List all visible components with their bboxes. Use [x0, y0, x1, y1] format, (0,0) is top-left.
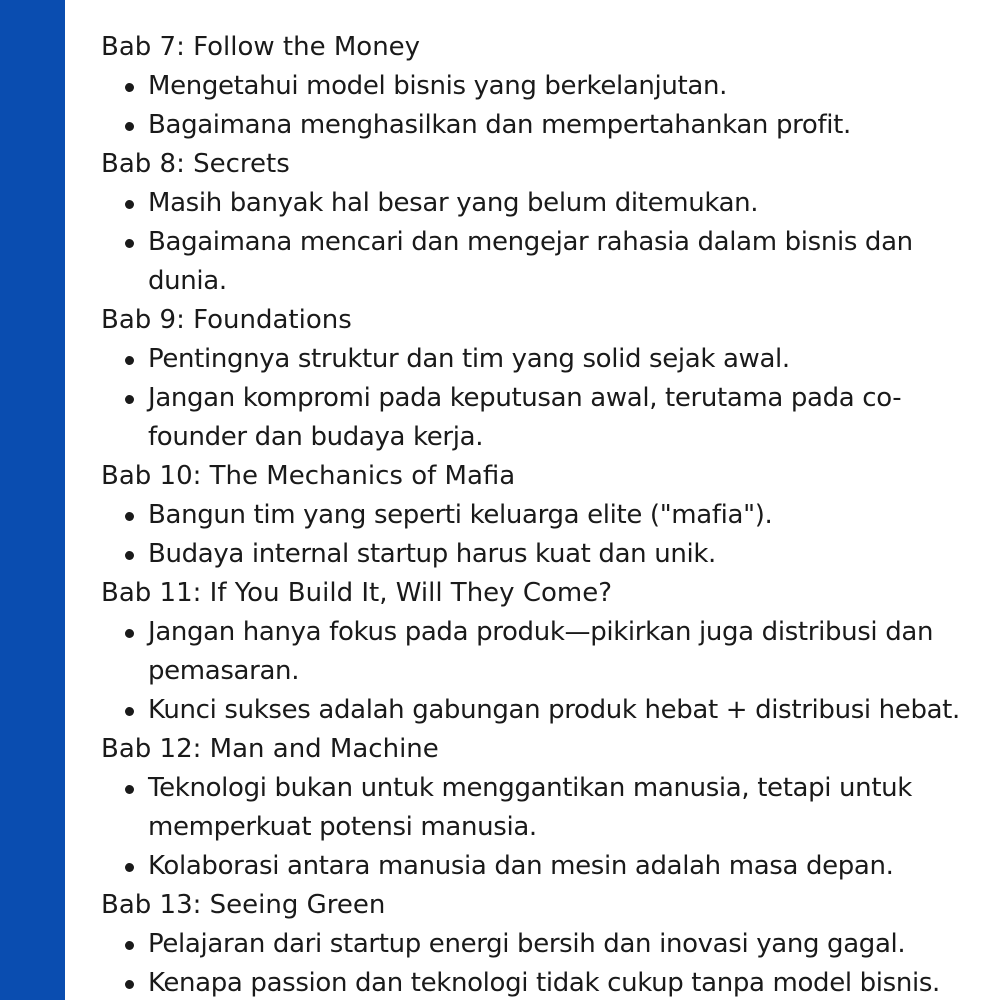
bullet-point: Jangan kompromi pada keputusan awal, terutama pada co-founder dan budaya kerja.: [101, 379, 986, 457]
bullet-point: Bangun tim yang seperti keluarga elite ("mafia").: [101, 496, 986, 535]
bullet-point: Kunci sukses adalah gabungan produk hebat + distribusi hebat.: [101, 691, 986, 730]
chapter-section: [101, 886, 986, 1003]
chapter-section: [101, 28, 986, 145]
bullet-point: Bagaimana menghasilkan dan mempertahankan profit.: [101, 106, 986, 145]
chapter-section: [101, 457, 986, 574]
chapter-title: Bab 13: Seeing Green: [101, 890, 386, 920]
bullet-point: Budaya internal startup harus kuat dan unik.: [101, 535, 986, 574]
chapter-points: [101, 67, 986, 145]
bullet-point: Jangan hanya fokus pada produk—pikirkan juga distribusi dan pemasaran.: [101, 613, 986, 691]
bullet-point: Bagaimana mencari dan mengejar rahasia dalam bisnis dan dunia.: [101, 223, 986, 301]
chapter-title: Bab 12: Man and Machine: [101, 734, 439, 764]
chapter-points: [101, 613, 986, 730]
chapter-title: Bab 7: Follow the Money: [101, 32, 421, 62]
chapter-section: [101, 574, 986, 730]
chapter-section: [101, 145, 986, 301]
chapter-summary-list: [101, 28, 986, 1003]
bullet-point: Masih banyak hal besar yang belum ditemukan.: [101, 184, 986, 223]
bullet-point: Kenapa passion dan teknologi tidak cukup tanpa model bisnis.: [101, 964, 986, 1003]
chapter-points: [101, 496, 986, 574]
bullet-point: Pelajaran dari startup energi bersih dan inovasi yang gagal.: [101, 925, 986, 964]
chapter-section: [101, 301, 986, 457]
side-accent-bar: [0, 0, 65, 1000]
bullet-point: Pentingnya struktur dan tim yang solid sejak awal.: [101, 340, 986, 379]
chapter-points: [101, 340, 986, 457]
chapter-title: Bab 10: The Mechanics of Mafia: [101, 461, 516, 491]
chapter-points: [101, 769, 986, 886]
bullet-point: Mengetahui model bisnis yang berkelanjutan.: [101, 67, 986, 106]
bullet-point: Kolaborasi antara manusia dan mesin adalah masa depan.: [101, 847, 986, 886]
chapter-title: Bab 9: Foundations: [101, 305, 352, 335]
chapter-points: [101, 925, 986, 1003]
chapter-section: [101, 730, 986, 886]
chapter-points: [101, 184, 986, 301]
bullet-point: Teknologi bukan untuk menggantikan manusia, tetapi untuk memperkuat potensi manusia.: [101, 769, 986, 847]
chapter-title: Bab 11: If You Build It, Will They Come?: [101, 578, 612, 608]
chapter-title: Bab 8: Secrets: [101, 149, 290, 179]
